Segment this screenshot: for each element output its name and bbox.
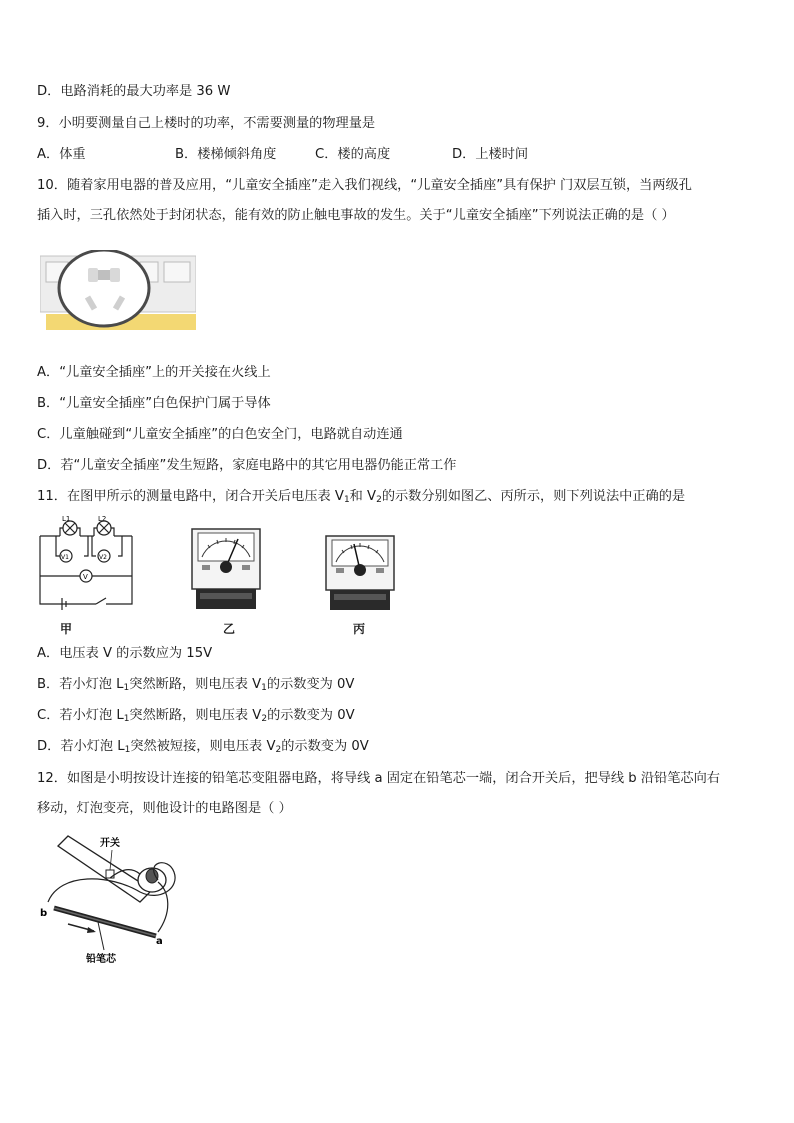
q10-option-d: D．若“儿童安全插座”发生短路，家庭电路中的其它用电器仍能正常工作 (37, 458, 457, 473)
q11-option-d: D．若小灯泡 $L_1$突然被短接，则电压表 $V_2$的示数变为 0V (37, 739, 369, 755)
q10-option-c: C．儿童触碰到“儿童安全插座”的白色安全门，电路就自动连通 (37, 427, 403, 442)
q9-option-a: A．体重 (37, 147, 86, 162)
q10-stem-line2: 插入时，三孔依然处于封闭状态，能有效的防止触电事故的发生。关于“儿童安全插座”下列说法正确的是（ ） (37, 208, 675, 223)
label-l1: L1 (62, 515, 71, 523)
label-pencil-lead: 铅笔芯 (86, 954, 116, 965)
q10-option-a: A．“儿童安全插座”上的开关接在火线上 (37, 365, 271, 380)
label-b: b (40, 908, 48, 919)
label-v2: V2 (99, 554, 107, 561)
label-v: V (83, 573, 88, 581)
pencil-lead-rheostat-figure (40, 832, 200, 966)
label-a: a (156, 936, 163, 947)
label-l2: L2 (98, 515, 107, 523)
q9-option-c: C．楼的高度 (315, 147, 391, 162)
caption-bing: 丙 (353, 622, 366, 636)
voltmeter-bing (324, 534, 396, 614)
safety-socket-photo (40, 250, 196, 332)
q10-stem-line1: 10．随着家用电器的普及应用，“儿童安全插座”走入我们视线，“儿童安全插座”具有保护 门双层互锁，当两级孔 (37, 178, 692, 193)
label-v1: V1 (61, 554, 69, 561)
q11-option-c: C．若小灯泡 $L_1$突然断路，则电压表 $V_2$的示数变为 0V (37, 708, 355, 724)
q10-option-b: B．“儿童安全插座”白色保护门属于导体 (37, 396, 271, 411)
q9-stem: 9．小明要测量自己上楼时的功率，不需要测量的物理量是 (37, 116, 376, 131)
circuit-diagram-jia (36, 514, 136, 610)
q12-stem-line2: 移动，灯泡变亮，则他设计的电路图是（ ） (37, 801, 292, 816)
q9-option-d: D．上楼时间 (452, 147, 529, 162)
caption-jia: 甲 (60, 622, 73, 636)
label-switch: 开关 (100, 838, 120, 849)
q8-option-d: D．电路消耗的最大功率是 36 W (37, 84, 231, 99)
caption-yi: 乙 (223, 622, 236, 636)
q11-option-b: B．若小灯泡 $L_1$突然断路，则电压表 $V_1$的示数变为 0V (37, 677, 355, 693)
q11-stem: 11．在图甲所示的测量电路中，闭合开关后电压表 $V_1$和 $V_2$的示数分别如图乙、丙所示，则下列说法中正确的是 (37, 489, 686, 505)
q11-option-a: A．电压表 V 的示数应为 15V (37, 646, 213, 661)
q12-stem-line1: 12．如图是小明按设计连接的铅笔芯变阻器电路，将导线 a 固定在铅笔芯一端，闭合开关后，把导线 b 沿铅笔芯向右 (37, 771, 720, 786)
voltmeter-yi (190, 527, 262, 613)
q9-option-b: B．楼梯倾斜角度 (175, 147, 277, 162)
